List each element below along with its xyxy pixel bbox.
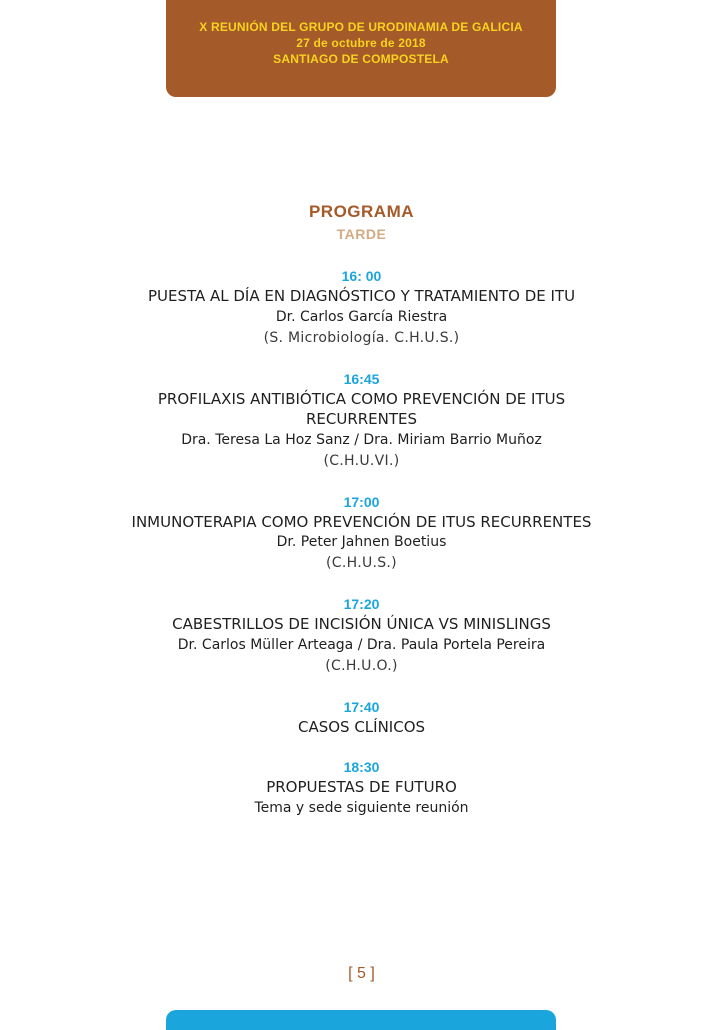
session-list: [0, 266, 723, 839]
session-title: PROPUESTAS DE FUTURO: [266, 778, 457, 796]
event-title: X REUNIÓN DEL GRUPO DE URODINAMIA DE GALICIA: [199, 20, 523, 34]
session-time: 17:40: [343, 698, 380, 715]
session-speaker: Dr. Peter Jahnen Boetius: [276, 534, 447, 550]
session-affiliation: (C.H.U.VI.): [323, 452, 400, 469]
session-speaker: Dr. Carlos García Riestra: [275, 308, 448, 325]
session-affiliation: (C.H.U.S.): [326, 555, 397, 571]
session-speaker: Dra. Teresa La Hoz Sanz / Dra. Miriam Barrio Muñoz: [181, 431, 542, 448]
program-subtitle: TARDE: [336, 226, 387, 242]
session-speaker: Dr. Carlos Müller Arteaga / Dra. Paula Portela Pereira: [177, 636, 546, 653]
session-time: 18:30: [343, 759, 380, 775]
session-time: 17:00: [343, 493, 380, 510]
session-title: INMUNOTERAPIA COMO PREVENCIÓN DE ITUS RECURRENTES: [131, 512, 592, 531]
session-item: [0, 697, 723, 738]
session-title: PROFILAXIS ANTIBIÓTICA COMO PREVENCIÓN DE ITUS RECURRENTES: [157, 389, 566, 428]
session-title: CASOS CLÍNICOS: [297, 717, 426, 736]
session-speaker: Tema y sede siguiente reunión: [254, 799, 469, 816]
session-time: 17:20: [343, 596, 380, 612]
session-affiliation: (S. Microbiología. C.H.U.S.): [263, 329, 460, 346]
footer-bar: [166, 1010, 556, 1030]
session-title: CABESTRILLOS DE INCISIÓN ÚNICA VS MINISLINGS: [172, 615, 551, 633]
session-item: [0, 369, 723, 472]
event-location: SANTIAGO DE COMPOSTELA: [273, 52, 449, 66]
session-affiliation: (C.H.U.O.): [325, 657, 398, 674]
session-item: [0, 492, 723, 575]
session-title: PUESTA AL DÍA EN DIAGNÓSTICO Y TRATAMIENTO DE ITU: [147, 287, 576, 305]
event-date: 27 de octubre de 2018: [296, 36, 426, 50]
session-time: 16: 00: [341, 268, 382, 284]
session-item: [0, 266, 723, 349]
session-item: [0, 757, 723, 819]
page-number: [ 5 ]: [348, 965, 375, 982]
header-banner: [166, 0, 556, 97]
program-title: PROGRAMA: [308, 202, 415, 221]
session-time: 16:45: [343, 370, 380, 387]
session-item: [0, 594, 723, 677]
